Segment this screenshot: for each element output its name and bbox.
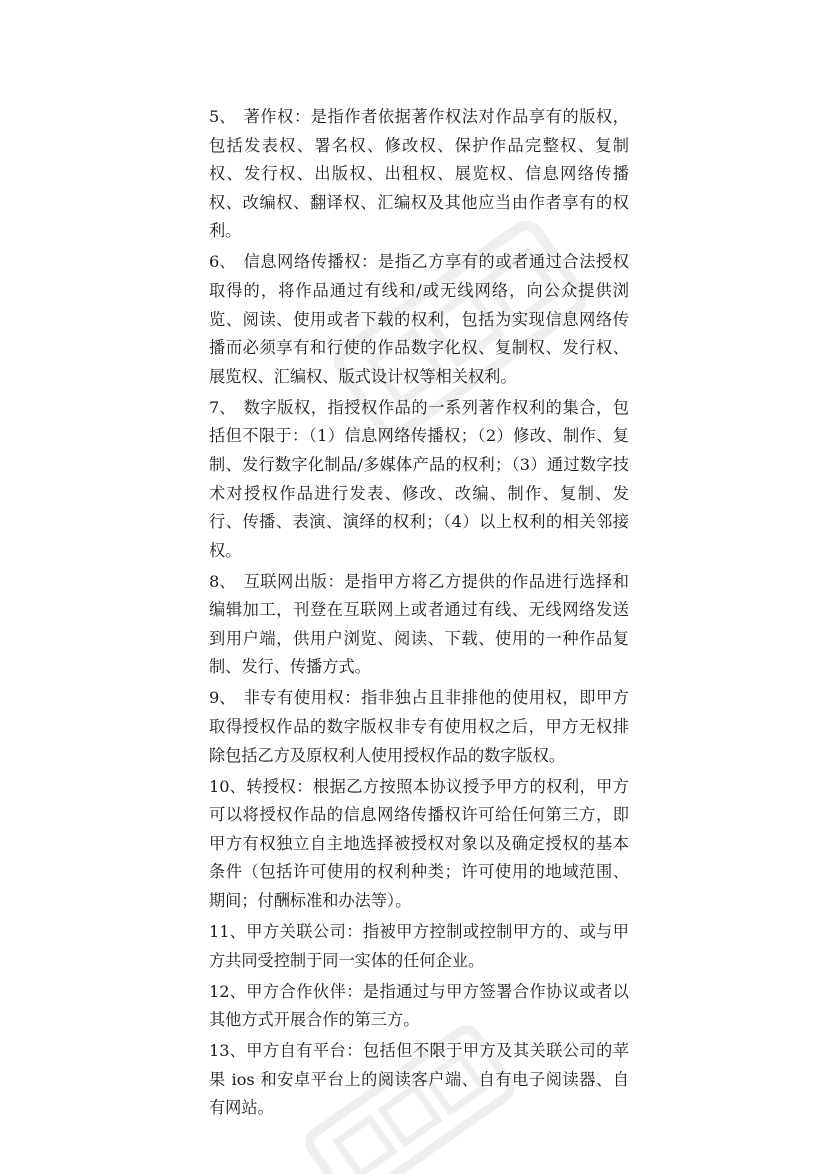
definition-item-5 [209, 103, 629, 246]
item-number: 7、 [209, 397, 236, 417]
item-number: 9、 [209, 688, 236, 708]
item-text: 数字版权，指授权作品的一系列著作权利的集合，包括但不限于：（1）信息网络传播权；（2）修改、制作、复制、发行数字化制品/多媒体产品的权利；（3）通过数字技术对授权作品进行发表、修改、改编、制作、复制、发行、传播、表演、演绎的权利；（4）以上权利的相关邻接权。 [209, 397, 629, 560]
item-number: 6、 [209, 252, 236, 272]
item-text: 甲方关联公司：指被甲方控制或控制甲方的、或与甲方共同受控制于同一实体的任何企业。 [209, 921, 629, 970]
item-number: 13、 [209, 1041, 246, 1061]
item-number: 10、 [209, 776, 246, 796]
item-text: 著作权：是指作者依据著作权法对作品享有的版权，包括发表权、署名权、修改权、保护作品完整权、复制权、发行权、出版权、出租权、展览权、信息网络传播权、改编权、翻译权、汇编权及其他应当由作者享有的权利。 [209, 107, 629, 241]
item-text: 互联网出版：是指甲方将乙方提供的作品进行选择和编辑加工，刊登在互联网上或者通过有线、无线网络发送到用户端，供用户浏览、阅读、下载、使用的一种作品复制、发行、传播方式。 [209, 571, 629, 677]
definition-item-12 [209, 978, 629, 1035]
definitions-list [209, 103, 629, 1125]
item-text: 甲方合作伙伴：是指通过与甲方签署合作协议或者以其他方式开展合作的第三方。 [209, 981, 629, 1030]
item-number: 11、 [209, 921, 246, 941]
definition-item-8 [209, 568, 629, 682]
definition-item-10 [209, 773, 629, 916]
item-text: 信息网络传播权：是指乙方享有的或者通过合法授权取得的，将作品通过有线和/或无线网络，向公众提供浏览、阅读、使用或者下载的权利，包括为实现信息网络传播而必须享有和行使的作品数字化权、复制权、发行权、展览权、汇编权、版式设计权等相关权利。 [209, 252, 629, 386]
definition-item-13 [209, 1037, 629, 1123]
definition-item-9 [209, 684, 629, 770]
item-text: 转授权：根据乙方按照本协议授予甲方的权利，甲方可以将授权作品的信息网络传播权许可给任何第三方，即甲方有权独立自主地选择被授权对象以及确定授权的基本条件（包括许可使用的权利种类；许可使用的地域范围、期间；付酬标准和办法等）。 [209, 776, 629, 910]
definition-item-6 [209, 248, 629, 391]
item-number: 12、 [209, 981, 246, 1001]
item-number: 8、 [209, 571, 236, 591]
definition-item-7 [209, 394, 629, 566]
definition-item-11 [209, 918, 629, 975]
item-text: 甲方自有平台：包括但不限于甲方及其关联公司的苹果 ios 和安卓平台上的阅读客户端、自有电子阅读器、自有网站。 [209, 1041, 629, 1118]
item-text: 非专有使用权：指非独占且非排他的使用权，即甲方取得授权作品的数字版权非专有使用权之后，甲方无权排除包括乙方及原权利人使用授权作品的数字版权。 [209, 688, 629, 765]
item-number: 5、 [209, 107, 236, 126]
